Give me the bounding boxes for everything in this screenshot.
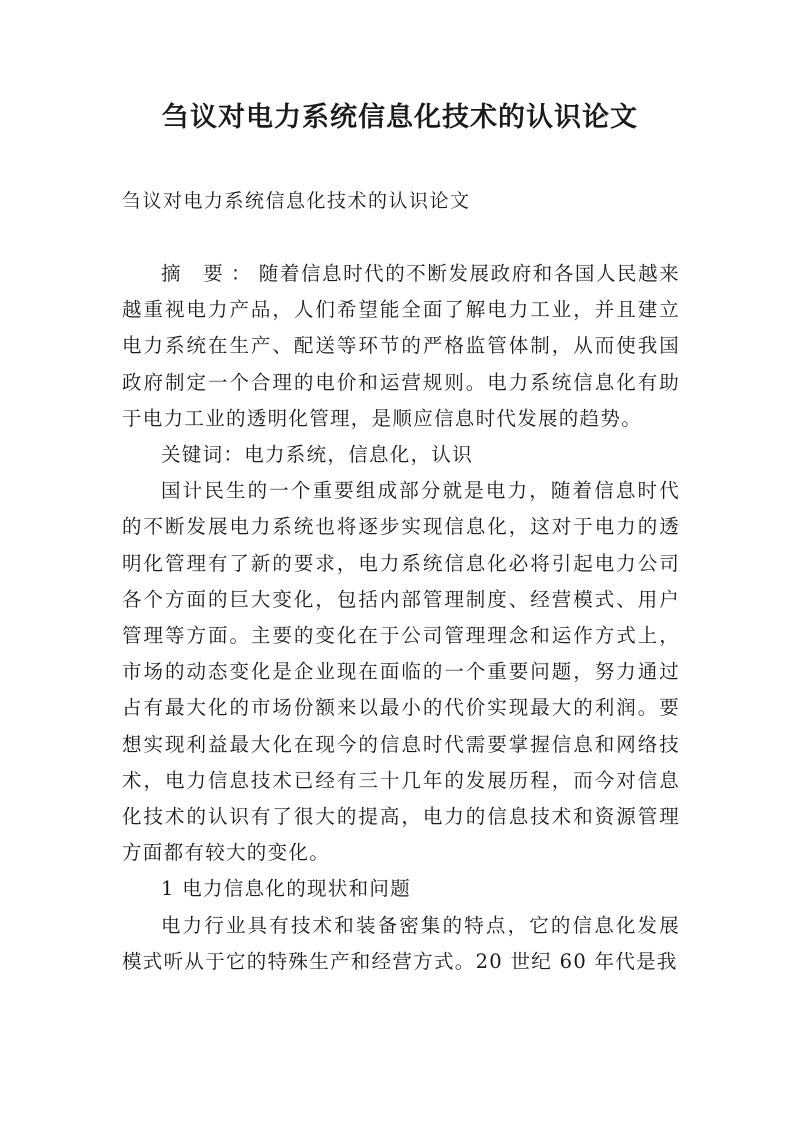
document-subtitle: 刍议对电力系统信息化技术的认识论文: [122, 190, 471, 212]
body-paragraph-2: 电力行业具有技术和装备密集的特点，它的信息化发展模式听从于它的特殊生产和经营方式。20 世纪 60 年代是我: [122, 913, 680, 973]
abstract-text: 随着信息时代的不断发展政府和各国人民越来越重视电力产品，人们希望能全面了解电力工业，并且建立电力系统在生产、配送等环节的严格监管体制，从而使我国政府制定一个合理的电价和运营规则。电力系统信息化有助于电力工业的透明化管理，是顺应信息时代发展的趋势。: [122, 262, 680, 430]
document-title: 刍议对电力系统信息化技术的认识论文: [162, 102, 638, 133]
body-paragraph-1: 国计民生的一个重要组成部分就是电力，随着信息时代的不断发展电力系统也将逐步实现信息化，这对于电力的透明化管理有了新的要求，电力系统信息化必将引起电力公司各个方面的巨大变化，包括内部管理制度、经营模式、用户管理等方面。主要的变化在于公司管理理念和运作方式上，市场的动态变化是企业现在面临的一个重要问题，努力通过占有最大化的市场份额来以最小的代价实现最大的利润。要想实现利益最大化在现今的信息时代需要掌握信息和网络技术，电力信息技术已经有三十几年的发展历程，而今对信息化技术的认识有了很大的提高，电力的信息技术和资源管理方面都有较大的变化。: [122, 479, 680, 865]
abstract-label: 摘 要：: [161, 262, 259, 285]
section-heading-1: 1 电力信息化的现状和问题: [161, 877, 412, 901]
abstract-paragraph: [122, 256, 680, 437]
keywords-line: 关键词：电力系统，信息化，认识: [161, 443, 474, 467]
document-body: [122, 256, 680, 980]
